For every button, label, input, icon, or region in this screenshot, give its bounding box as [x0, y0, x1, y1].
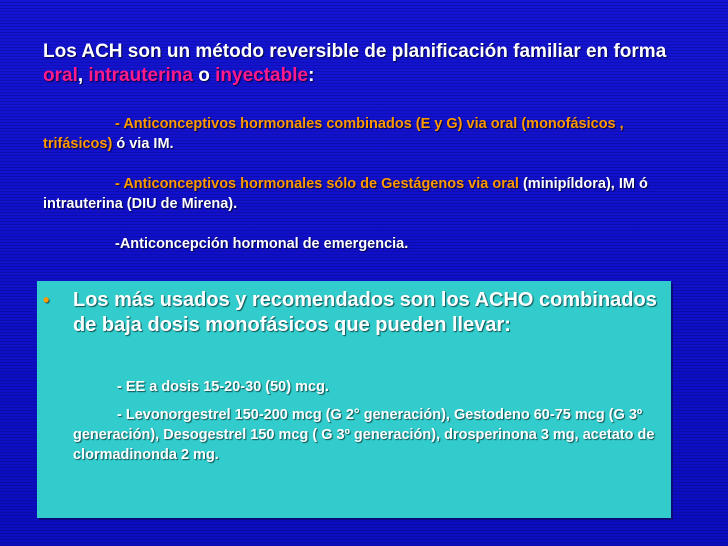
item-emergencia-text: -Anticoncepción hormonal de emergencia.: [115, 236, 409, 252]
title-part1: Los ACH son un método reversible de planificación familiar en forma: [43, 41, 667, 62]
slide-header: [43, 40, 683, 254]
sub-item-ee: [73, 377, 663, 397]
highlight-box: [37, 281, 671, 518]
bullet-text: Los más usados y recomendados son los ACHO combinados de baja dosis monofásicos que pueden llevar:: [73, 289, 657, 336]
sub-item-ee-text: - EE a dosis 15-20-30 (50) mcg.: [117, 379, 329, 395]
title-inyectable: inyectable: [215, 65, 309, 86]
sub-item-progestagens-text: - Levonorgestrel 150-200 mcg (G 2° generación), Gestodeno 60-75 mcg (G 3º generación), Desogestrel 150 mcg ( G 3º generación), drosperinona 3 mg, acetato de clormadinonda 2 mg.: [73, 407, 655, 463]
item-combinados-highlight: - Anticonceptivos hormonales combinados (E y G) via oral (monofásicos , trifásicos): [43, 116, 624, 152]
title-oral: oral: [43, 65, 78, 86]
title-colon: :: [308, 65, 315, 86]
item-gestagenos-text: (minipíldora), IM ó intrauterina (DIU de Mirena).: [43, 176, 648, 212]
item-gestagenos-highlight: - Anticonceptivos hormonales sólo de Gestágenos via oral: [115, 176, 519, 192]
title-o: o: [192, 65, 216, 86]
item-gestagenos: [43, 174, 683, 214]
item-combinados-text: ó via IM.: [112, 136, 174, 152]
title-comma: ,: [77, 65, 89, 86]
bullet-item: [43, 288, 663, 338]
slide-title: [43, 40, 683, 88]
item-emergencia: [43, 234, 683, 254]
bullet-dot-icon: •: [43, 290, 50, 310]
sub-item-progestagens: [73, 405, 663, 465]
item-combinados: [43, 114, 683, 154]
title-intrauterina: intrauterina: [88, 65, 193, 86]
